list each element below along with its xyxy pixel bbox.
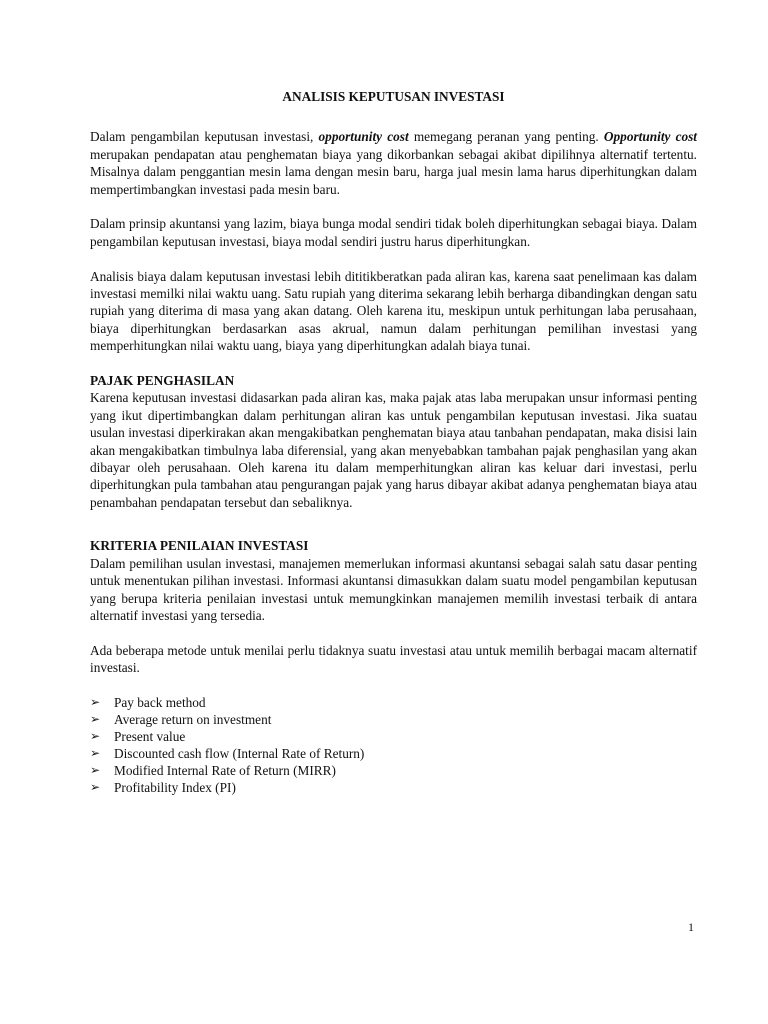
document-title: ANALISIS KEPUTUSAN INVESTASI <box>282 89 505 104</box>
arrow-bullet-icon: ➢ <box>90 779 101 794</box>
intro-p1-emphasis-2: Opportunity cost <box>603 129 697 145</box>
arrow-bullet-icon: ➢ <box>90 728 101 743</box>
list-item <box>90 745 697 762</box>
intro-paragraph-2: Dalam prinsip akuntansi yang lazim, biaya bunga modal sendiri tidak boleh diperhitungkan sebagai biaya. Dalam pengambilan keputusan investasi, biaya modal sendiri justru harus diperhitungkan. <box>90 216 697 249</box>
list-item <box>90 762 697 779</box>
intro-p1-text-a: Dalam pengambilan keputusan investasi, <box>90 129 319 145</box>
intro-p1-text-c: merupakan pendapatan atau penghematan biaya yang dikorbankan sebagai akibat dipilihnya alternatif tertentu. Misalnya dalam penggantian mesin lama dengan mesin baru, harga jual mesin lama harus diperhitungkan dalam mempertimbangkan investasi pada mesin baru. <box>90 146 697 197</box>
arrow-bullet-icon: ➢ <box>90 711 101 726</box>
method-label: Present value <box>114 728 186 744</box>
section-body-kriteria-2: Ada beberapa metode untuk menilai perlu tidaknya suatu investasi atau untuk memilih berbagai macam alternatif investasi. <box>90 642 697 676</box>
list-item <box>90 694 697 711</box>
method-label: Discounted cash flow (Internal Rate of Return) <box>114 745 365 761</box>
list-item <box>90 728 697 745</box>
list-item <box>90 779 697 796</box>
method-label: Profitability Index (PI) <box>114 779 236 795</box>
document-page <box>90 88 697 796</box>
intro-p1-text-b: memegang peranan yang penting. <box>408 129 604 145</box>
arrow-bullet-icon: ➢ <box>90 694 101 709</box>
method-label: Average return on investment <box>114 711 272 727</box>
section-heading-pajak: PAJAK PENGHASILAN <box>90 373 235 389</box>
method-label: Pay back method <box>114 694 206 710</box>
method-label: Modified Internal Rate of Return (MIRR) <box>114 762 336 778</box>
section-body-kriteria: Dalam pemilihan usulan investasi, manajemen memerlukan informasi akuntansi sebagai salah satu dasar penting untuk menentukan pilihan investasi. Informasi akuntansi dimasukkan dalam suatu model pengambilan keputusan yang berupa kriteria penilaian investasi untuk memungkinkan manajemen memilih investasi terbaik di antara alternatif investasi yang tersedia. <box>90 555 697 623</box>
list-item <box>90 711 697 728</box>
page-number: 1 <box>688 920 694 934</box>
section-heading-kriteria: KRITERIA PENILAIAN INVESTASI <box>90 538 309 554</box>
intro-paragraph-1 <box>90 128 697 198</box>
methods-list <box>90 694 697 796</box>
intro-paragraph-3: Analisis biaya dalam keputusan investasi lebih dititikberatkan pada aliran kas, karena saat penelimaan kas dalam investasi memilki nilai waktu uang. Satu rupiah yang diterima sekarang lebih berharga dibandingkan dengan satu rupiah yang diterima di masa yang akan datang. Oleh karena itu, meskipun untuk perhitungan laba perusahaan, biaya diperhitungkan berdasarkan asas akrual, namun dalam perhitungan pemilihan investasi yang memperhitungkan nilai waktu uang, biaya yang diperhitungkan adalah biaya tunai. <box>90 268 697 354</box>
intro-p1-emphasis-1: opportunity cost <box>318 129 409 145</box>
arrow-bullet-icon: ➢ <box>90 762 101 777</box>
arrow-bullet-icon: ➢ <box>90 745 101 760</box>
section-body-pajak: Karena keputusan investasi didasarkan pada aliran kas, maka pajak atas laba merupakan unsur informasi penting yang ikut dipertimbangkan dalam perhitungan aliran kas untuk pengambilan keputusan investasi. Jika suatau usulan investasi diperkirakan akan mengakibatkan penghematan biaya atau tanbahan pendapatan, maka disisi lain akan mengakibatkan timbulnya laba diferensial, yang akan menyebabkan tambahan pajak penghasilan yang akan dibayar oleh perusahaan. Oleh karena itu dalam memperhitungkan aliran kas keluar dari investasi, perlu diperhitungkan pula tambahan atau pengurangan pajak yang harus dibayar akibat adanya penghematan biaya atau penambahan pendapatan tersebut dan sebaliknya. <box>90 390 697 510</box>
